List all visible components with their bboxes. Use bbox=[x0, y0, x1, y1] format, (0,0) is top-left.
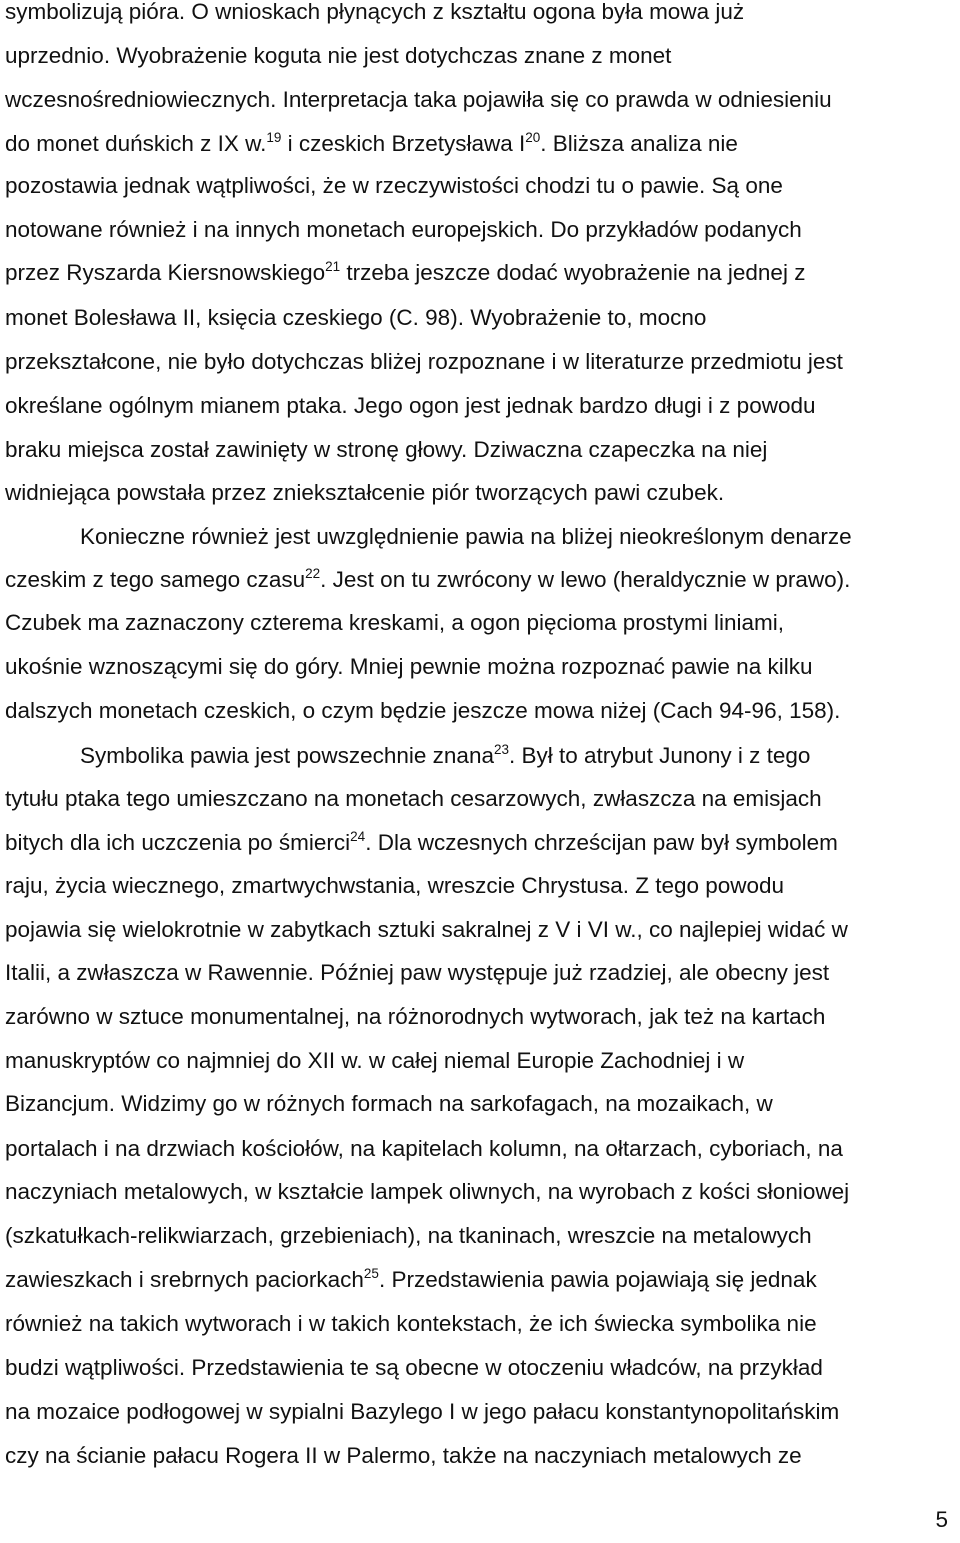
text-line bbox=[5, 1089, 773, 1119]
text-line bbox=[5, 171, 783, 201]
text-line bbox=[5, 696, 840, 726]
text-line bbox=[5, 652, 812, 682]
footnote-ref: 25 bbox=[363, 1265, 379, 1281]
footnote-ref: 24 bbox=[350, 828, 366, 844]
text-line bbox=[5, 958, 829, 988]
text-run: przez Ryszarda Kiersnowskiego bbox=[5, 260, 326, 285]
text-line bbox=[5, 784, 822, 814]
text-run: manuskryptów co najmniej do XII w. w całej niemal Europie Zachodniej i w bbox=[5, 1048, 745, 1073]
text-run: Konieczne również jest uwzględnienie pawia na bliżej nieokreślonym denarze bbox=[80, 524, 852, 549]
text-run: widniejąca powstała przez zniekształcenie piór tworzących pawi czubek. bbox=[5, 480, 725, 505]
text-run: również na takich wytworach i w takich kontekstach, że ich świecka symbolika nie bbox=[5, 1311, 817, 1336]
text-line bbox=[5, 1046, 744, 1076]
footnote-ref: 20 bbox=[525, 129, 541, 145]
text-run: bitych dla ich uczczenia po śmierci bbox=[5, 830, 351, 855]
text-run: . Jest on tu zwrócony w lewo (heraldycznie w prawo). bbox=[320, 567, 851, 592]
text-run: czeskim z tego samego czasu bbox=[5, 567, 306, 592]
text-line bbox=[5, 215, 802, 245]
text-run: Bizancjum. Widzimy go w różnych formach na sarkofagach, na mozaikach, w bbox=[5, 1091, 773, 1116]
text-run: Symbolika pawia jest powszechnie znana bbox=[80, 743, 494, 768]
text-run: (szkatułkach-relikwiarzach, grzebieniach), na tkaninach, wreszcie na metalowych bbox=[5, 1223, 812, 1248]
text-run: naczyniach metalowych, w kształcie lampek oliwnych, na wyrobach z kości słoniowej bbox=[5, 1179, 850, 1204]
text-line bbox=[5, 1265, 817, 1295]
text-line bbox=[5, 347, 843, 377]
footnote-ref: 22 bbox=[305, 565, 321, 581]
text-line bbox=[5, 129, 738, 159]
text-line bbox=[5, 1002, 825, 1032]
text-run: Czubek ma zaznaczony czterema kreskami, a ogon pięcioma prostymi liniami, bbox=[5, 610, 785, 635]
text-line bbox=[5, 1177, 849, 1207]
text-run: uprzednio. Wyobrażenie koguta nie jest dotychczas znane z monet bbox=[5, 43, 672, 68]
text-line bbox=[5, 478, 724, 508]
text-run: portalach i na drzwiach kościołów, na kapitelach kolumn, na ołtarzach, cyboriach, na bbox=[5, 1136, 843, 1161]
text-run: . Dla wczesnych chrześcijan paw był symbolem bbox=[365, 830, 838, 855]
text-run: pojawia się wielokrotnie w zabytkach sztuki sakralnej z V i VI w., co najlepiej widać w bbox=[5, 917, 848, 942]
text-run: pozostawia jednak wątpliwości, że w rzeczywistości chodzi tu o pawie. Są one bbox=[5, 173, 783, 198]
text-line bbox=[5, 1353, 823, 1383]
text-line bbox=[5, 1309, 817, 1339]
text-run: do monet duńskich z IX w. bbox=[5, 131, 267, 156]
text-line bbox=[5, 1441, 802, 1471]
text-run: ukośnie wznoszącymi się do góry. Mniej pewnie można rozpoznać pawie na kilku bbox=[5, 654, 813, 679]
text-run: czy na ścianie pałacu Rogera II w Palermo, także na naczyniach metalowych ze bbox=[5, 1443, 802, 1468]
footnote-ref: 23 bbox=[493, 741, 510, 757]
text-run: . Był to atrybut Junony i z tego bbox=[509, 743, 811, 768]
footnote-ref: 21 bbox=[325, 258, 341, 274]
text-line bbox=[5, 608, 784, 638]
text-line bbox=[5, 391, 816, 421]
text-run: . Bliższa analiza nie bbox=[540, 131, 738, 156]
text-run: notowane również i na innych monetach europejskich. Do przykładów podanych bbox=[5, 217, 802, 242]
text-run: wczesnośredniowiecznych. Interpretacja taka pojawiła się co prawda w odniesieniu bbox=[5, 87, 832, 112]
text-line bbox=[5, 1397, 839, 1427]
text-run: monet Bolesława II, księcia czeskiego (C. 98). Wyobrażenie to, mocno bbox=[5, 305, 707, 330]
text-line bbox=[5, 828, 838, 858]
footnote-ref: 19 bbox=[266, 129, 282, 145]
text-line bbox=[5, 871, 784, 901]
text-run: przekształcone, nie było dotychczas bliżej rozpoznane i w literaturze przedmiotu jest bbox=[5, 349, 843, 374]
text-run: braku miejsca został zawinięty w stronę głowy. Dziwaczna czapeczka na niej bbox=[5, 437, 768, 462]
text-line bbox=[5, 565, 850, 595]
text-run: raju, życia wiecznego, zmartwychwstania, wreszcie Chrystusa. Z tego powodu bbox=[5, 873, 785, 898]
text-line bbox=[5, 41, 671, 71]
text-run: trzeba jeszcze dodać wyobrażenie na jednej z bbox=[340, 260, 806, 285]
text-run: symbolizują pióra. O wnioskach płynących z kształtu ogona była mowa już bbox=[5, 0, 745, 24]
text-line bbox=[80, 741, 810, 771]
text-run: zawieszkach i srebrnych paciorkach bbox=[5, 1267, 364, 1292]
text-run: Italii, a zwłaszcza w Rawennie. Później paw występuje już rzadziej, ale obecny jest bbox=[5, 960, 830, 985]
text-line bbox=[80, 522, 852, 552]
text-line bbox=[5, 1221, 812, 1251]
text-line bbox=[5, 85, 832, 115]
text-run: . Przedstawienia pawia pojawiają się jednak bbox=[378, 1267, 817, 1292]
text-run: określane ogólnym mianem ptaka. Jego ogon jest jednak bardzo długi i z powodu bbox=[5, 393, 816, 418]
text-run: dalszych monetach czeskich, o czym będzie jeszcze mowa niżej (Cach 94-96, 158). bbox=[5, 698, 841, 723]
text-run: i czeskich Brzetysława I bbox=[281, 131, 526, 156]
text-run: budzi wątpliwości. Przedstawienia te są obecne w otoczeniu władców, na przykład bbox=[5, 1355, 823, 1380]
text-line bbox=[5, 1134, 843, 1164]
text-line bbox=[5, 0, 744, 27]
text-line bbox=[5, 435, 767, 465]
text-run: na mozaice podłogowej w sypialni Bazylego I w jego pałacu konstantynopolitańskim bbox=[5, 1399, 840, 1424]
text-run: zarówno w sztuce monumentalnej, na różnorodnych wytworach, jak też na kartach bbox=[5, 1004, 826, 1029]
page-number: 5 bbox=[935, 1507, 948, 1532]
text-run: tytułu ptaka tego umieszczano na monetach cesarzowych, zwłaszcza na emisjach bbox=[5, 786, 822, 811]
text-line bbox=[5, 258, 805, 288]
text-line bbox=[5, 915, 848, 945]
text-line bbox=[5, 303, 706, 333]
